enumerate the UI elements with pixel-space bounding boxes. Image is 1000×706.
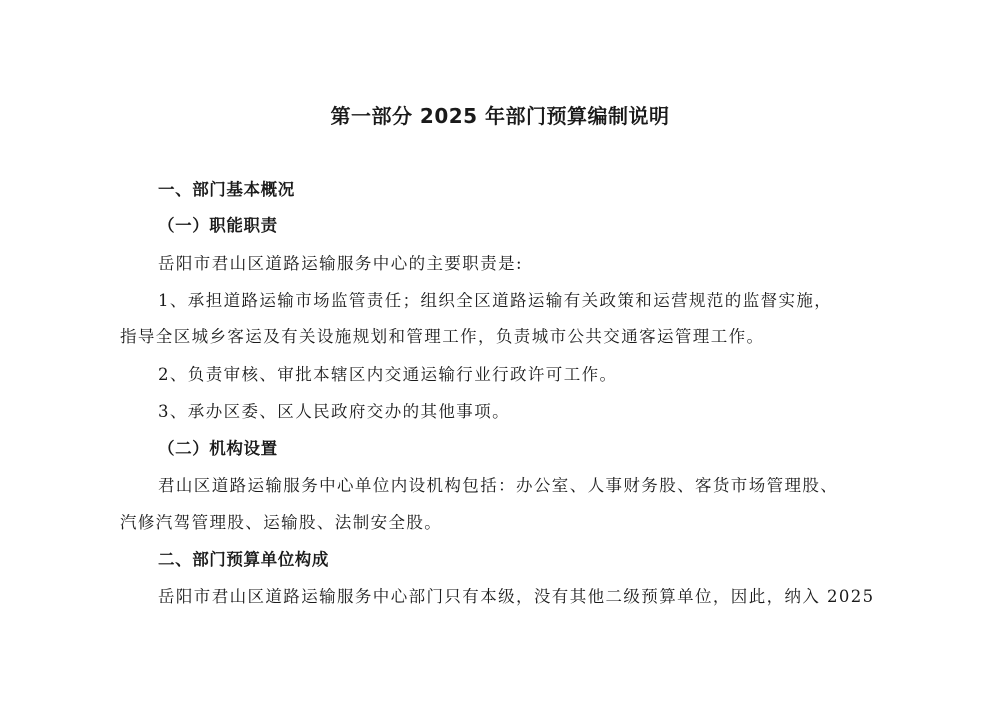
paragraph-organization-line-1: 君山区道路运输服务中心单位内设机构包括：办公室、人事财务股、客货市场管理股、 [158, 476, 839, 495]
paragraph-organization-line-2: 汽修汽驾管理股、运输股、法制安全股。 [120, 513, 443, 532]
paragraph-item-1-line-2: 指导全区城乡客运及有关设施规划和管理工作，负责城市公共交通客运管理工作。 [120, 327, 765, 346]
subsection-heading-organization: （二）机构设置 [158, 439, 278, 458]
paragraph-item-3: 3、承办区委、区人民政府交办的其他事项。 [158, 402, 510, 421]
section-heading-basic-overview: 一、部门基本概况 [158, 180, 295, 199]
page-title: 第一部分 2025 年部门预算编制说明 [330, 104, 670, 128]
subsection-heading-functions: （一）职能职责 [158, 216, 278, 235]
paragraph-item-1-line-1: 1、承担道路运输市场监管责任；组织全区道路运输有关政策和运营规范的监督实施， [158, 291, 833, 310]
paragraph-budget-units-line-1: 岳阳市君山区道路运输服务中心部门只有本级，没有其他二级预算单位，因此，纳入 2025 [158, 587, 875, 606]
paragraph-functions-intro: 岳阳市君山区道路运输服务中心的主要职责是: [158, 254, 523, 273]
paragraph-item-2: 2、负责审核、审批本辖区内交通运输行业行政许可工作。 [158, 365, 618, 384]
section-heading-budget-units: 二、部门预算单位构成 [158, 550, 329, 569]
